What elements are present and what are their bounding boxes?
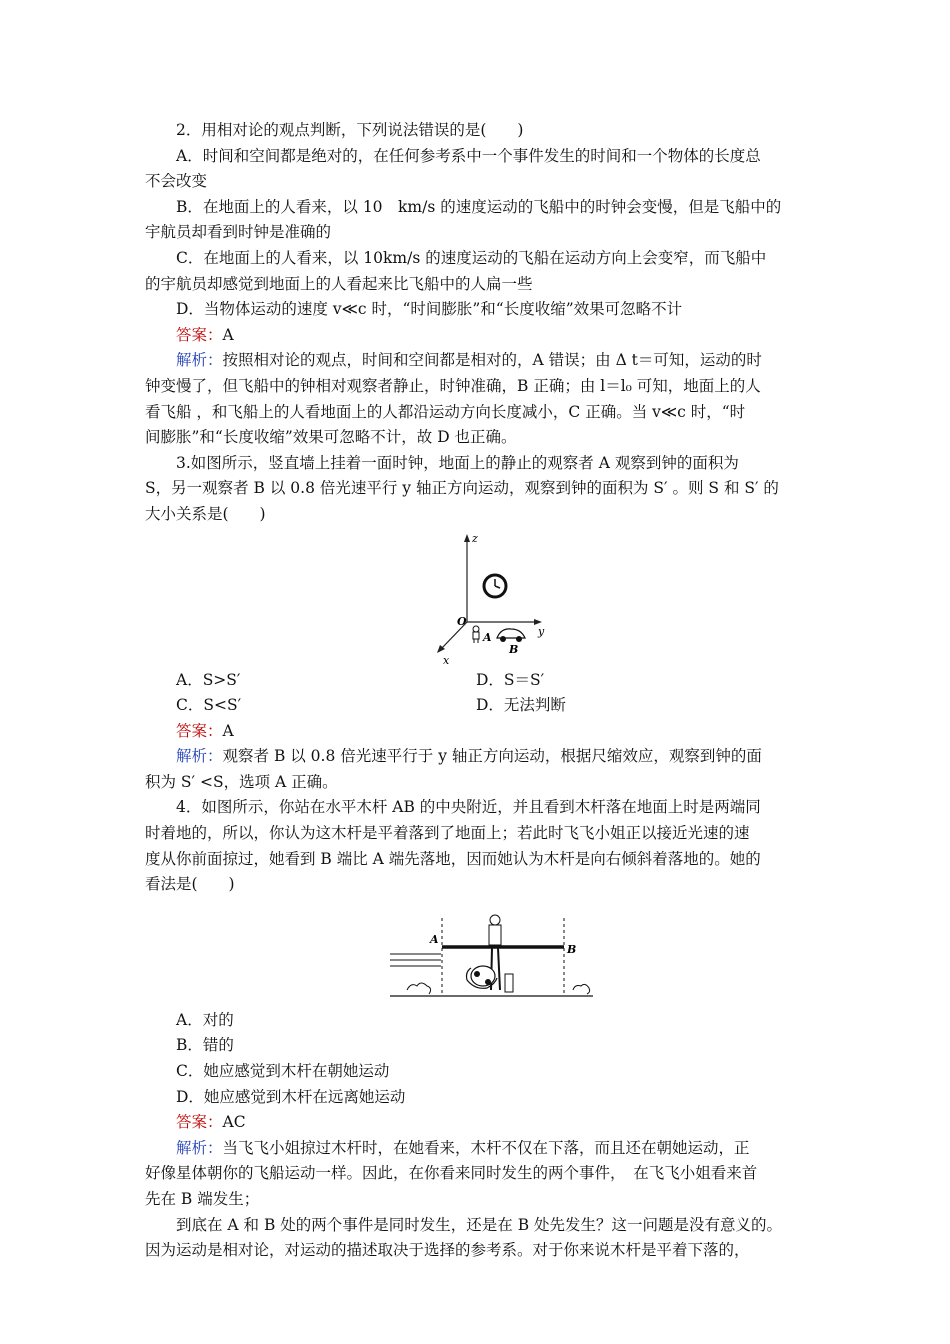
q4-answer-label: 答案： [176,1113,223,1132]
axes-clock-diagram [145,528,810,668]
rod-end-a-label: A [430,932,439,946]
q3-option-b: C．S<S′ [176,696,242,715]
q2-option-a-line2: 不会改变 [145,172,208,191]
falling-rod-diagram [145,898,810,1008]
q3-answer [145,719,810,745]
q4-stem-line3: 度从你前面掠过，她看到 B 端比 A 端先落地，因而她认为木杆是向右倾斜着落地的。她的 [145,849,761,868]
q4-option-c: C．她应感觉到木杆在朝她运动 [176,1062,390,1081]
q3-options-row1 [145,668,810,694]
q3-stem-line2: S，另一观察者 B 以 0.8 倍光速平行 y 轴正方向运动，观察到钟的面积为 S′ 。则 S 和 S′ 的 [145,479,779,498]
q3-analysis-label: 解析： [176,747,223,766]
q2-answer [145,323,810,349]
observer-b-label: B [509,642,519,656]
q4-figure [145,898,810,1008]
q4-analysis-text1: 当飞飞小姐掠过木杆时，在她看来，木杆不仅在下落，而且还在朝她运动，正 [222,1138,750,1157]
q3-analysis-line1 [145,744,810,770]
dust-cloud-right-icon [573,984,590,994]
q4-stem-line1: 4．如图所示，你站在水平木杆 AB 的中央附近，并且看到木杆落在地面上时是两端同 [176,798,761,817]
q2-analysis-label: 解析： [176,351,223,370]
q2-answer-label: 答案： [176,325,223,344]
q2-analysis-line3: 看飞船 ，和飞船上的人看地面上的人都沿运动方向长度减小，C 正确。当 v≪c 时，“时 [145,402,746,421]
q2-option-a-line1: A．时间和空间都是绝对的，在任何参考系中一个事件发生的时间和一个物体的长度总 [176,146,761,165]
q2-option-c-line1: C．在地面上的人看来，以 10km/s 的速度运动的飞船在运动方向上会变窄，而飞船中 [176,248,767,267]
flying-lady-figure [467,966,514,992]
q4-analysis-line2: 好像星体朝你的飞船运动一样。因此，在你看来同时发生的两个事件， 在飞飞小姐看来首 [145,1164,758,1183]
q3-option-a: A．S>S′ [176,670,241,689]
q3-figure [145,528,810,668]
origin-label: O [457,614,467,628]
q3-stem-line3: 大小关系是( ) [145,504,266,523]
dust-cloud-left-icon [407,983,431,994]
q4-option-b: B．错的 [176,1036,234,1055]
q4-option-a: A．对的 [176,1010,234,1029]
q4-analysis-line3: 先在 B 端发生； [145,1190,260,1208]
q3-stem-line1: 3.如图所示，竖直墙上挂着一面时钟，地面上的静止的观察者 A 观察到钟的面积为 [176,453,739,472]
q2-analysis-text1: 按照相对论的观点，时间和空间都是相对的，A 错误；由 Δ t＝可知，运动的时 [222,351,762,370]
q4-stem-line2: 时着地的，所以，你认为这木杆是平着落到了地面上；若此时飞飞小姐正以接近光速的速 [145,824,750,843]
q2-answer-value: A [222,325,234,344]
rod-end-b-label: B [567,942,577,956]
q3-option-c: D．S＝S′ [476,670,545,689]
x-axis-label: x [443,653,450,667]
document-page [145,118,810,1264]
q2-analysis-line4: 间膨胀”和“长度收缩”效果可忽略不计，故 D 也正确。 [145,428,517,447]
q2-analysis-line2: 钟变慢了，但飞船中的钟相对观察者静止，时钟准确，B 正确；由 l＝l₀ 可知，地面上的人 [145,376,761,395]
q3-analysis-text1: 观察者 B 以 0.8 倍光速平行于 y 轴正方向运动，根据尺缩效应，观察到钟的面 [222,747,762,766]
q4-paragraph-line1: 到底在 A 和 B 处的两个事件是同时发生，还是在 B 处先发生？这一问题是没有意义的。 [176,1215,783,1234]
q4-stem-line4: 看法是( ) [145,875,235,894]
q3-answer-value: A [222,721,234,740]
z-axis-label: z [472,531,478,545]
q3-analysis-line2: 积为 S′ <S，选项 A 正确。 [145,772,338,791]
q4-answer [145,1110,810,1136]
q2-stem: 2．用相对论的观点判断，下列说法错误的是( ) [176,121,524,139]
q3-options-row2 [145,693,810,719]
q4-paragraph-line2: 因为运动是相对论，对运动的描述取决于选择的参考系。对于你来说木杆是平着下落的， [145,1241,750,1260]
q2-option-d: D．当物体运动的速度 v≪c 时，“时间膨胀”和“长度收缩”效果可忽略不计 [176,300,683,319]
observer-a-label: A [483,630,492,644]
q4-analysis-line1 [145,1136,810,1162]
q2-analysis-line1 [145,348,810,374]
clock-icon [484,575,506,597]
q3-option-d: D．无法判断 [476,696,566,715]
q4-analysis-label: 解析： [176,1138,223,1157]
q2-option-b-line2: 宇航员却看到时钟是准确的 [145,223,332,242]
q2-option-b-line1: B．在地面上的人看来，以 10 km/s 的速度运动的飞船中的时钟会变慢，但是飞船中的 [176,197,782,216]
q4-answer-value: AC [222,1113,246,1132]
y-axis-label: y [538,624,545,638]
q3-answer-label: 答案： [176,721,223,740]
q2-option-c-line2: 的宇航员却感觉到地面上的人看起来比飞船中的人扁一些 [145,274,533,293]
vehicle-b-icon [497,628,525,641]
observer-a-figure [473,626,479,643]
q4-option-d: D．她应感觉到木杆在远离她运动 [176,1087,406,1106]
